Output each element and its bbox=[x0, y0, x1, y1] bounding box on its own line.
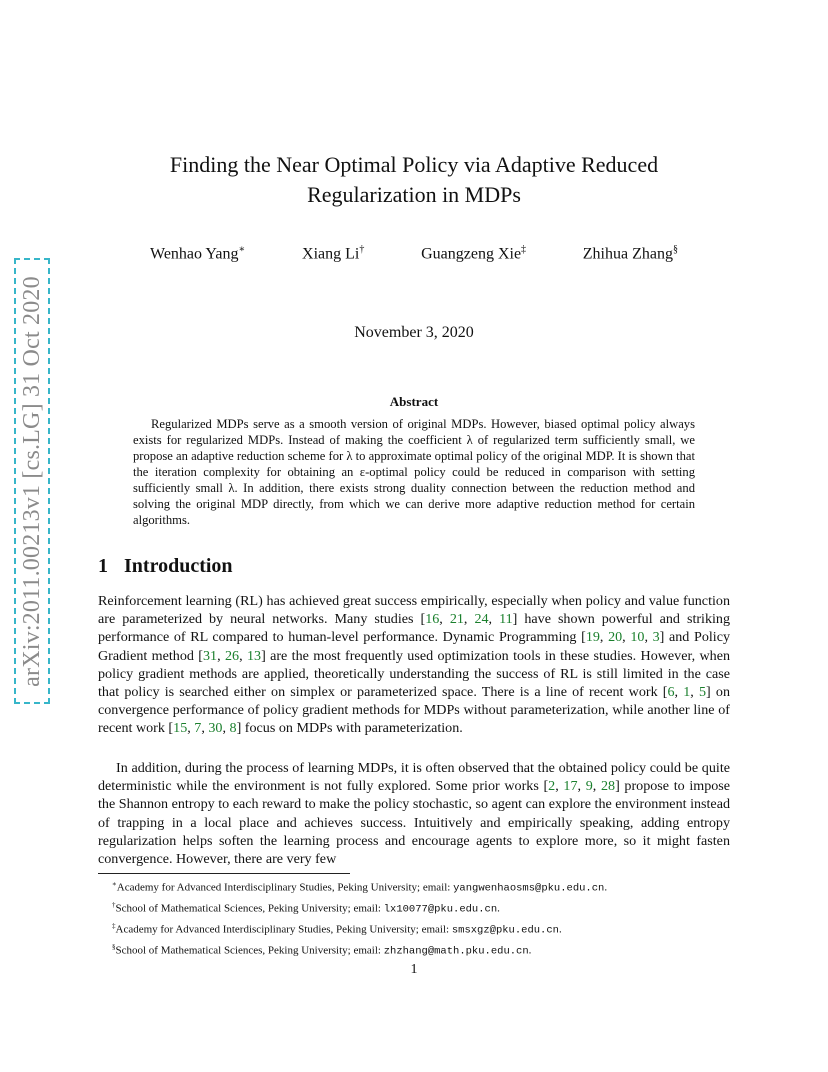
citation-link[interactable]: 11 bbox=[499, 611, 513, 628]
citation-link[interactable]: 2 bbox=[548, 778, 556, 795]
citation-link[interactable]: 26 bbox=[224, 647, 240, 664]
citation-link[interactable]: 17 bbox=[563, 778, 578, 795]
footnote-email[interactable]: yangwenhaosms@pku.edu.cn bbox=[453, 882, 605, 895]
citation-link[interactable]: 19 bbox=[585, 629, 600, 646]
citation-link[interactable]: 16 bbox=[425, 611, 440, 628]
author-3: Guangzeng Xie‡ bbox=[421, 244, 527, 263]
section-title: Introduction bbox=[124, 555, 233, 577]
abstract-text: Regularized MDPs serve as a smooth version of original MDPs. However, biased optimal policy always exists for regularized MDPs. Instead of making the coefficient λ of regularized term sufficiently small, we propose an adaptive reduction scheme for λ to approximate optimal policy of the original MDP. It is shown that the iteration complexity for obtaining an ε-optimal policy could be reduced in comparison with setting sufficiently small λ. In addition, there exists strong duality connection between the reduction method and solving the original MDP directly, from which we can derive more adaptive reduction method for certain algorithms. bbox=[133, 417, 695, 527]
abstract-heading: Abstract bbox=[389, 394, 439, 409]
author-4-footnote-mark[interactable]: § bbox=[672, 244, 678, 255]
citation-link[interactable]: 6 bbox=[667, 684, 675, 701]
page-number: 1 bbox=[410, 962, 418, 977]
citation-link[interactable]: 8 bbox=[229, 720, 237, 737]
citation-link[interactable]: 5 bbox=[699, 684, 707, 701]
citation-link[interactable]: 20 bbox=[608, 629, 623, 646]
publication-date: November 3, 2020 bbox=[354, 324, 474, 341]
citation-link[interactable]: 1 bbox=[683, 684, 691, 701]
author-3-footnote-mark[interactable]: ‡ bbox=[521, 244, 527, 255]
author-1: Wenhao Yang∗ bbox=[150, 244, 246, 263]
citation-link[interactable]: 15 bbox=[173, 720, 188, 737]
footnote-email[interactable]: zhzhang@math.pku.edu.cn bbox=[383, 946, 529, 959]
intro-paragraph-1: Reinforcement learning (RL) has achieved great success empirically, especially when policy and value function are parameterized by neural networks. Many studies [16, 21, 24, 11] have shown powerful and striking performance of RL compared to human-level performance. Dynamic Programming [19, 20, 10, 3] and Policy Gradient method [31, 26, 13] are the most frequently used optimization tools in these studies. However, when policy gradient methods are applied, theoretically understanding the success of RL is still limited in the case that policy is searched either on simplex or parameterized space. There is a line of recent work [6, 1, 5] on convergence performance of policy gradient methods for MDPs without parameterization, while another line of recent work [15, 7, 30, 8] focus on MDPs with parameterization. bbox=[98, 593, 731, 737]
author-list bbox=[150, 244, 678, 263]
citation-link[interactable]: 13 bbox=[246, 647, 262, 664]
citation-link[interactable]: 7 bbox=[194, 720, 202, 737]
citation-link[interactable]: 30 bbox=[208, 720, 223, 737]
citation-link[interactable]: 31 bbox=[203, 647, 218, 664]
intro-paragraph-2: In addition, during the process of learning MDPs, it is often observed that the obtained policy could be quite deterministic while the environment is not fully explored. Some prior works [2, 17, 9, 28] propose to impose the Shannon entropy to each reward to make the policy stochastic, so agent can explore the environment instead of trapping in a local place and achieves success. Intuitively and empirically speaking, adding entropy regularization helps soften the learning process and encourage agents to explore more, so it might fasten convergence. However, there are very few bbox=[98, 760, 731, 868]
author-1-footnote-mark[interactable]: ∗ bbox=[238, 244, 246, 255]
title-line-1: Finding the Near Optimal Policy via Adaptive Reduced bbox=[169, 152, 659, 177]
footnote-email[interactable]: smsxgz@pku.edu.cn bbox=[451, 924, 559, 937]
citation-link[interactable]: 10 bbox=[630, 629, 645, 646]
footnote-list bbox=[112, 876, 732, 961]
footnote-divider bbox=[98, 873, 350, 874]
citation-link[interactable]: 9 bbox=[585, 778, 593, 795]
citation-link[interactable]: 21 bbox=[449, 611, 464, 628]
footnote-1: ∗Academy for Advanced Interdisciplinary Studies, Peking University; email: yangwenhaosms@pku.edu.cn. bbox=[112, 880, 608, 895]
section-heading-introduction bbox=[98, 555, 233, 578]
author-4: Zhihua Zhang§ bbox=[582, 244, 678, 263]
author-2: Xiang Li† bbox=[302, 244, 365, 263]
footnote-3: ‡Academy for Advanced Interdisciplinary Studies, Peking University; email: smsxgz@pku.edu.cn. bbox=[112, 922, 562, 937]
arxiv-identifier-text: arXiv:2011.00213v1 [cs.LG] 31 Oct 2020 bbox=[18, 275, 45, 687]
footnote-4: §School of Mathematical Sciences, Peking University; email: zhzhang@math.pku.edu.cn. bbox=[112, 943, 532, 959]
footnote-2: †School of Mathematical Sciences, Peking University; email: lx10077@pku.edu.cn. bbox=[112, 901, 500, 916]
citation-link[interactable]: 3 bbox=[652, 629, 660, 646]
citation-link[interactable]: 28 bbox=[600, 778, 616, 795]
title-line-2: Regularization in MDPs bbox=[307, 182, 521, 207]
paper-title bbox=[120, 150, 708, 210]
citation-link[interactable]: 24 bbox=[474, 611, 489, 628]
author-2-footnote-mark[interactable]: † bbox=[359, 244, 365, 255]
section-number: 1 bbox=[98, 555, 108, 577]
footnote-email[interactable]: lx10077@pku.edu.cn bbox=[383, 903, 498, 916]
